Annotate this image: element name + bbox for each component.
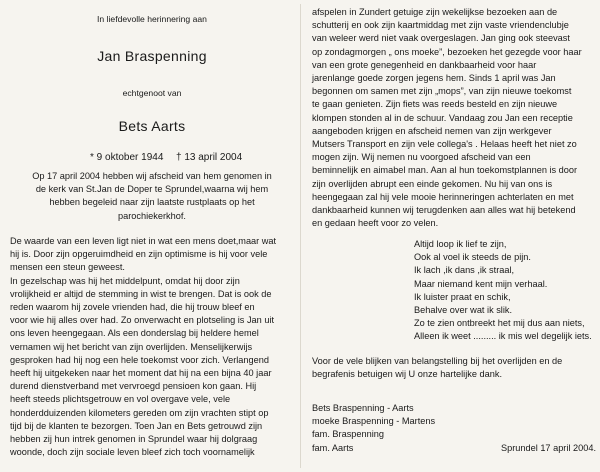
body-line: woonde, doch zijn sociale leven bleef zich toch voornamelijk [10,447,255,458]
intro-line: de kerk van St.Jan de Doper te Sprundel,waarna wij hem [35,184,269,195]
poem-line: Ik luister praat en schik, [414,291,511,302]
body-line: De waarde van een leven ligt niet in wat een mens doet,maar wat [10,236,277,246]
signatory: Bets Braspenning - Aarts [312,403,414,413]
signatory: fam. Braspenning [312,429,385,440]
body-line: In gezelschap was hij het middelpunt, omdat hij door zijn [10,275,240,286]
body-line: honderdduizenden kilometers gereden om zijn vrachten stipt op [10,407,269,418]
body-line: reden waarom hij zovele vrienden had, die hij trouw bleef en [10,302,255,313]
body-line: gesproken had hij nog een hele toekomst voor zich. Verlangend [10,354,269,365]
body-line: vernamen wij het bericht van zijn overlijden. Menselijkerwijs [10,341,253,352]
body-line: op zondagmorgen „ ons moeke”, bezoeken het gezegde voor haar [312,46,582,57]
body-line: jarenlange goede zorgen jegens hem. Sinds 1 april was Jan [312,73,556,84]
poem [312,238,600,344]
poem-line: Zo te zien ontbreekt het mij dus aan niets, [414,318,585,329]
poem-line: Altijd loop ik lief te zijn, [414,239,507,249]
left-body-text [10,235,294,459]
body-line: Mutsers Transport en zijn vele collega's . Helaas heeft het niet zo [312,139,577,150]
intro-line: Op 17 april 2004 hebben wij afscheid van hem genomen in [32,171,272,181]
poem-line: Alleen ik weet ......... ik mis wel degelijk iets. [414,331,592,342]
body-line: beminnelijk en aimabel man. Aan al hun toekomstplannen is door [312,165,578,176]
body-line: mensen een steun geweest. [10,262,125,273]
poem-line: Maar niemand kent mijn verhaal. [414,278,548,289]
body-line: mogen zijn. Wij nemen nu voorgoed afscheid van een [312,152,531,163]
body-line: van een grote genegenheid en dankbaarheid voor haar [312,59,537,70]
body-line: heeft hij uitgekeken naar het moment dat hij na een bijna 40 jaar [10,368,272,379]
spouse-label: echtgenoot van [122,88,182,98]
body-line: voor wie hij alles over had. Zo onverwacht en plotseling is Jan uit [10,315,275,326]
body-line: en gedaan heeft voor zo velen. [312,218,439,229]
header-text: In liefdevolle herinnering aan [97,14,207,24]
body-line: aangeboden krijgen en afscheid nemen van zijn werkgever [312,125,552,136]
body-line: klompen stonden al in de schuur. Vandaag zou Jan een receptie [312,112,573,123]
place-date: Sprundel 17 april 2004. [500,443,596,453]
body-line: schutterij en ook zijn kaartmiddag met zijn vaste vriendenclubje [312,20,569,31]
signatories [312,402,512,455]
body-line: hij is. Door zijn opgeruimdheid en zijn optimisme is hij voor vele [10,249,268,260]
body-line: ons leven heengegaan. Als een donderslag bij heldere hemel [10,328,259,339]
intro-paragraph [10,170,294,223]
right-body-text [312,6,596,230]
poem-line: Ik lach ,ik dans ,ik straal, [414,265,515,276]
poem-line: Behalve over wat ik slik. [414,305,513,316]
thanks-line: Voor de vele blijken van belangstelling bij het overlijden en de [312,356,563,366]
body-line: zijn overlijden abrupt een einde gekomen. Nu hij van ons is [312,178,553,189]
signatory: fam. Aarts [312,442,354,453]
deceased-name: Jan Braspenning [97,48,207,64]
body-line: hebben zij hun intrek genomen in Sprundel waar hij dolgraag [10,434,258,445]
body-line: durend dienstverband met vervroegd pensioen kon gaan. Hij [10,381,257,392]
intro-line: parochiekerkhof. [118,210,186,221]
fold-line [300,4,301,468]
thanks-text [312,355,596,381]
body-line: heengegaan zal hij vele mooie herinneringen achterlaten en met [312,191,574,202]
body-line: heeft steeds plichtsgetrouw en vol overgave vele, vele [10,394,231,405]
body-line: begonnen om samen met zijn „mops”, van zijn nieuwe toekomst [312,86,572,97]
signatory: moeke Braspenning - Martens [312,416,436,427]
thanks-line: begrafenis betuigen wij U onze hartelijke dank. [312,369,502,380]
body-line: vrolijkheid er altijd de stemming in wist te brengen. Dat is ook de [10,288,272,299]
body-line: afspelen in Zundert getuige zijn wekelijkse bezoeken aan de [312,7,558,17]
body-line: dankbaarheid kunnen wij terugdenken aan alles wat hij betekend [312,205,576,216]
body-line: tijd bij de klanten te bezorgen. Toen Jan en Bets getrouwd zijn [10,420,263,431]
death-date: † 13 april 2004 [176,152,243,163]
intro-line: hebben begeleid naar zijn laatste rustplaats op het [49,197,255,208]
body-line: van weleer werd niet vaak overgeslagen. Jan ging ook steevast [312,33,570,44]
body-line: te gaan genieten. Zijn fiets was reeds besteld en zijn nieuwe [312,99,558,110]
spouse-name: Bets Aarts [118,118,186,134]
poem-line: Ook al voel ik steeds de pijn. [414,252,531,263]
birth-date: * 9 oktober 1944 [90,152,164,163]
